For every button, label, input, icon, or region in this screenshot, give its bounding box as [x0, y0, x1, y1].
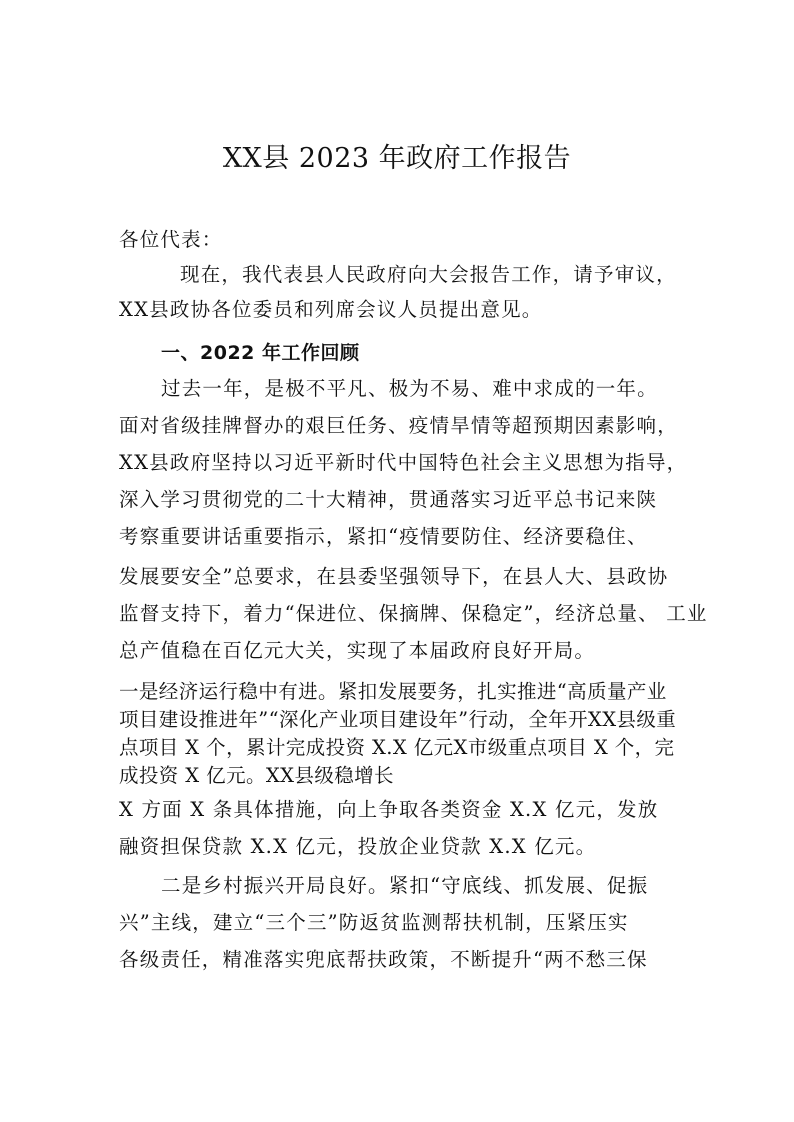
review-line-1: 过去一年，是极不平凡、极为不易、难中求成的一年。	[161, 377, 658, 400]
document-title: XX县 2023 年政府工作报告	[222, 143, 572, 174]
review-line-3: XX县政府坚持以习近平新时代中国特色社会主义思想为指导，	[119, 451, 688, 474]
economy-line-4: 成投资 X 亿元。XX县级稳增长	[119, 764, 394, 787]
review-line-8: 总产值稳在百亿元大关，实现了本届政府良好开局。	[119, 639, 596, 662]
rural-line-3: 各级责任，精准落实兜底帮扶政策，不断提升“两不愁三保	[119, 948, 648, 971]
economy-line-1: 一是经济运行稳中有进。紧扣发展要务，扎实推进“高质量产业	[119, 680, 667, 703]
intro-line-1: 现在，我代表县人民政府向大会报告工作，请予审议，	[180, 263, 677, 286]
economy-line-5: X 方面 X 条具体措施，向上争取各类资金 X.X 亿元，发放	[119, 798, 659, 821]
section-heading: 一、2022 年工作回顾	[161, 342, 360, 364]
economy-line-6: 融资担保贷款 X.X 亿元，投放企业贷款 X.X 亿元。	[119, 835, 597, 858]
review-line-4: 深入学习贯彻党的二十大精神，贯通落实习近平总书记来陕	[119, 488, 658, 511]
rural-line-1: 二是乡村振兴开局良好。紧扣“守底线、抓发展、促振	[161, 874, 649, 897]
review-line-6: 发展要安全”总要求，在县委坚强领导下，在县人大、县政协	[119, 565, 669, 588]
review-line-2: 面对省级挂牌督办的艰巨任务、疫情旱情等超预期因素影响，	[119, 414, 678, 437]
intro-line-2: XX县政协各位委员和列席会议人员提出意见。	[119, 298, 543, 321]
economy-line-3: 点项目 X 个，累计完成投资 X.X 亿元X市级重点项目 X 个，完	[119, 736, 675, 759]
review-line-7: 监督支持下，着力“保进位、保摘牌、保稳定”，经济总量、 工业	[119, 602, 708, 625]
salutation: 各位代表：	[119, 228, 223, 251]
rural-line-2: 兴”主线，建立“三个三”防返贫监测帮扶机制，压紧压实	[119, 911, 629, 934]
review-line-5: 考察重要讲话重要指示，紧扣“疫情要防住、经济要稳住、	[119, 525, 648, 548]
economy-line-2: 项目建设推进年”“深化产业项目建设年”行动，全年开XX县级重	[119, 708, 677, 731]
